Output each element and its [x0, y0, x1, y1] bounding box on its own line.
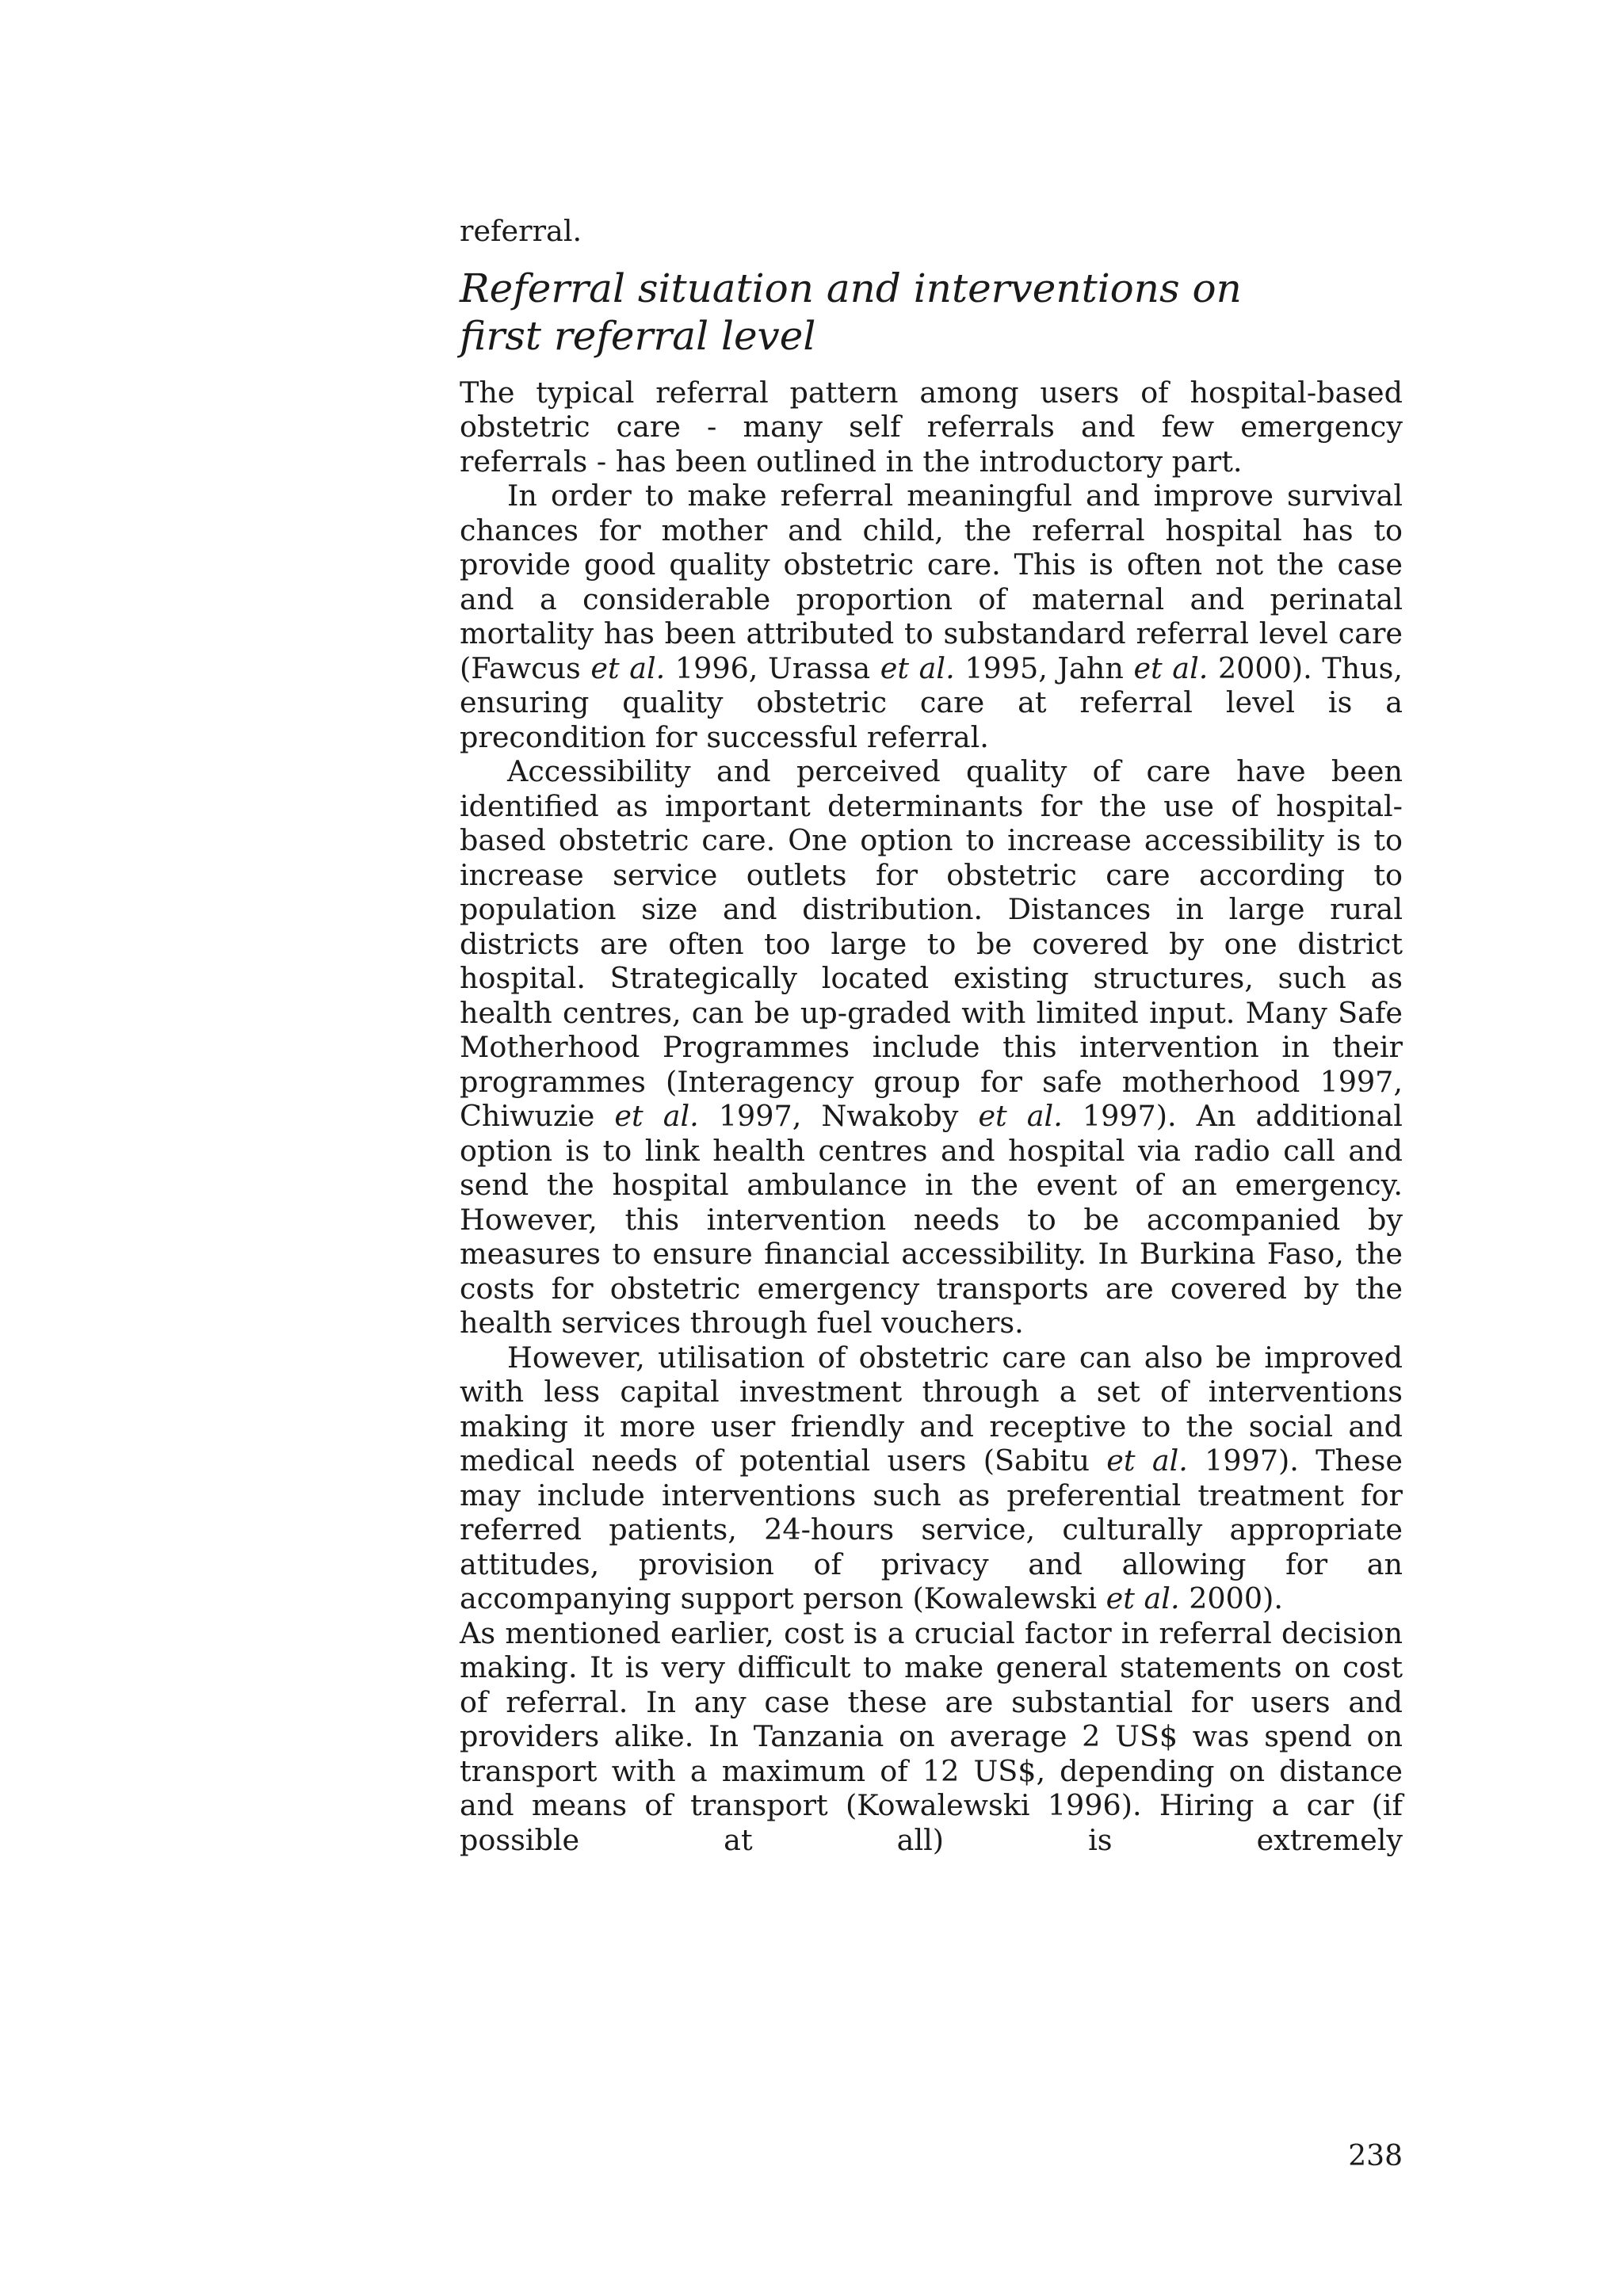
body-paragraph: [460, 1341, 1403, 1616]
lead-in-text: referral.: [460, 214, 582, 248]
italic-text-segment: et al.: [978, 1099, 1063, 1133]
text-segment: 2000). Thus, ensuring quality obstetric care at referral level is a precondition for successful referral.: [460, 650, 1403, 754]
text-segment: 1997, Nwakoby: [698, 1099, 979, 1133]
text-segment: 1996, Urassa: [665, 650, 880, 685]
italic-text-segment: et al.: [1106, 1444, 1188, 1478]
text-segment: The typical referral pattern among users of hospital-based obstetric care - many self referrals and few emergency referrals - has been outlined in the introductory part.: [460, 375, 1403, 479]
body-paragraph: [460, 479, 1403, 754]
text-segment: 2000).: [1179, 1581, 1283, 1615]
italic-text-segment: et al.: [880, 650, 955, 685]
text-segment: 1997). These may include interventions such as preferential treatment for referred patients, 24-hours service, culturally appropriate attitudes, provision of privacy and allowing for an accompanying support person (Kowalewski: [460, 1444, 1403, 1615]
text-segment: 1997). An additional option is to link health centres and hospital via radio call and send the hospital ambulance in the event of an emergency. However, this intervention needs to be accompanied by measures to ensure financial accessibility. In Burkina Faso, the costs for obstetric emergency transports are covered by the health services through fuel vouchers.: [460, 1099, 1403, 1340]
text-segment: Accessibility and perceived quality of care have been identified as important determinants for the use of hospital-based obstetric care. One option to increase accessibility is to increase service outlets for obstetric care according to population size and distribution. Distances in large rural districts are often too large to be covered by one district hospital. Strategically located existing structures, such as health centres, can be up-graded with limited input. Many Safe Motherhood Programmes include this intervention in their programmes (Interagency group for safe motherhood 1997, Chiwuzie: [460, 754, 1403, 1133]
italic-text-segment: et al.: [614, 1099, 699, 1133]
text-segment: However, utilisation of obstetric care can also be improved with less capital investment through a set of interventions making it more user friendly and receptive to the social and medical needs of potential users (Sabitu: [460, 1340, 1403, 1478]
italic-text-segment: et al.: [1133, 650, 1209, 685]
paragraph-list: [460, 376, 1403, 1858]
body-paragraph: [460, 1616, 1403, 1858]
italic-text-segment: et al.: [1106, 1581, 1180, 1615]
body-paragraph: [460, 754, 1403, 1341]
body-paragraph: [460, 376, 1403, 479]
section-heading: Referral situation and interventions on first referral level: [460, 265, 1242, 359]
body-text-column: [460, 214, 1403, 1857]
text-segment: As mentioned earlier, cost is a crucial factor in referral decision making. It is very difficult to make general statements on cost of referral. In any case these are substantial for users and providers alike. In Tanzania on average 2 US$ was spend on transport with a maximum of 12 US$, depending on distance and means of transport (Kowalewski 1996). Hiring a car (if possible at all) is extremely: [460, 1615, 1403, 1857]
text-segment: In order to make referral meaningful and improve survival chances for mother and child, the referral hospital has to provide good quality obstetric care. This is often not the case and a considerable proportion of maternal and perinatal mortality has been attributed to substandard referral level care (Fawcus: [460, 479, 1403, 685]
italic-text-segment: et al.: [590, 650, 666, 685]
text-segment: 1995, Jahn: [954, 650, 1134, 685]
page-number: 238: [1348, 2140, 1403, 2172]
